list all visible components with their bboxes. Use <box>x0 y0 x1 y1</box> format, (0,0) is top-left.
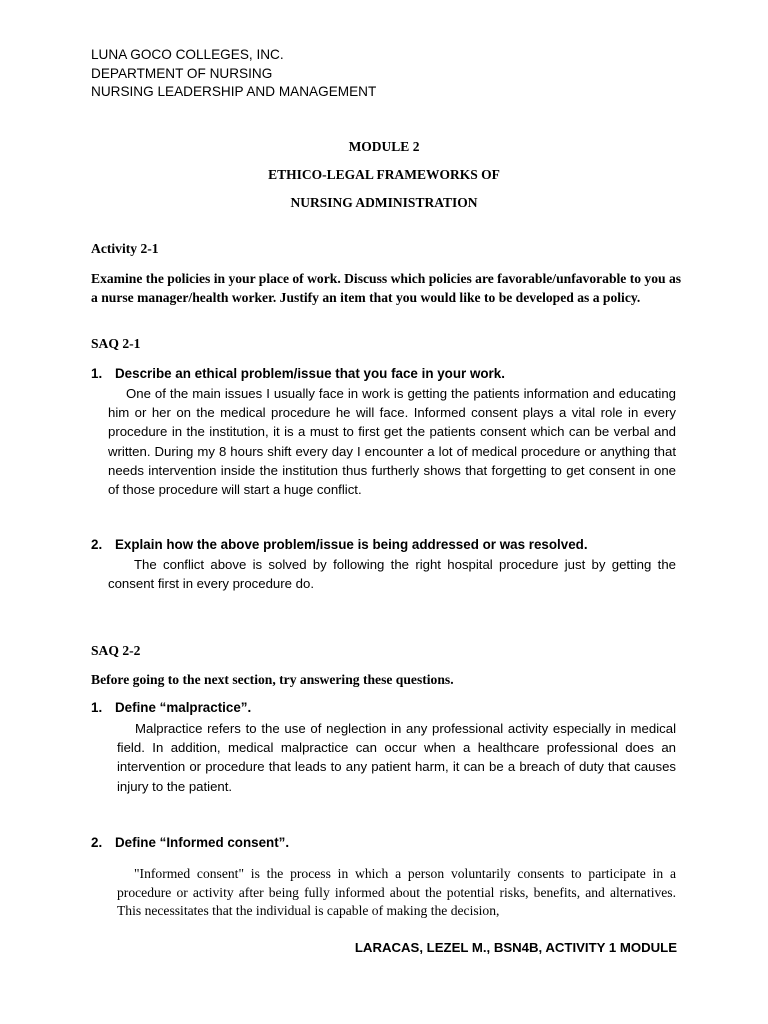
module-number: MODULE 2 <box>348 139 420 154</box>
saq1-question2-text: Explain how the above problem/issue is being addressed or was resolved. <box>115 537 588 552</box>
saq2-question1 <box>91 700 251 715</box>
saq2-intro: Before going to the next section, try answering these questions. <box>91 672 454 687</box>
saq1-question1-number: 1. <box>91 366 103 381</box>
saq1-answer1-text: One of the main issues I usually face in work is getting the patients information and educating him or her on the medical procedure he will face. Informed consent plays a vital role in every procedure in the institution, it is a must to first get the patients consent which can be verbal and written. During my 8 hours shift every day I encounter a lot of medical procedure or anything that needs intervention inside the institution thus furtherly shows that forgetting to get consent in one of those procedure will start a huge conflict. <box>108 386 676 498</box>
saq2-question1-text: Define “malpractice”. <box>115 700 252 715</box>
header-course: NURSING LEADERSHIP AND MANAGEMENT <box>91 84 377 99</box>
saq1-question2-number: 2. <box>91 537 103 552</box>
saq2-answer2-text: "Informed consent" is the process in which a person voluntarily consents to participate in a procedure or activity after being fully informed about the potential risks, benefits, and alternatives. This necessitates that the individual is capable of making the decision, <box>117 866 676 919</box>
saq1-question2 <box>91 537 588 552</box>
saq2-question1-number: 1. <box>91 700 103 715</box>
saq2-question2-number: 2. <box>91 835 103 850</box>
saq1-question1 <box>91 366 505 381</box>
saq2-answer2 <box>117 865 676 921</box>
activity-prompt: Examine the policies in your place of work. Discuss which policies are favorable/unfavorable to you as a nurse manager/health worker. Justify an item that you would like to be developed as a policy. <box>91 271 682 305</box>
saq1-answer2-text: The conflict above is solved by following the right hospital procedure just by getting the consent first in every procedure do. <box>108 557 676 592</box>
header-department: DEPARTMENT OF NURSING <box>91 65 273 81</box>
module-title-line2: NURSING ADMINISTRATION <box>290 195 478 210</box>
saq2-answer1-text: Malpractice refers to the use of neglection in any professional activity especially in medical field. In addition, medical malpractice can occur when a healthcare professional does an intervention or procedure that leads to any patient harm, it can be a breach of duty that causes injury to the patient. <box>117 721 676 794</box>
saq2-answer1 <box>117 719 676 796</box>
activity-label: Activity 2-1 <box>91 241 159 256</box>
document-footer: LARACAS, LEZEL M., BSN4B, ACTIVITY 1 MODULE <box>354 940 677 955</box>
document-header <box>91 46 376 102</box>
saq2-label: SAQ 2-2 <box>91 643 141 658</box>
saq1-answer2 <box>108 555 676 593</box>
header-college: LUNA GOCO COLLEGES, INC. <box>91 47 284 62</box>
module-title-line1: ETHICO-LEGAL FRAMEWORKS OF <box>268 167 500 182</box>
saq1-question1-text: Describe an ethical problem/issue that you face in your work. <box>115 366 505 381</box>
saq1-label: SAQ 2-1 <box>91 336 141 351</box>
saq2-question2 <box>91 835 289 850</box>
saq1-answer1 <box>108 384 676 499</box>
saq2-question2-text: Define “Informed consent”. <box>115 835 290 850</box>
